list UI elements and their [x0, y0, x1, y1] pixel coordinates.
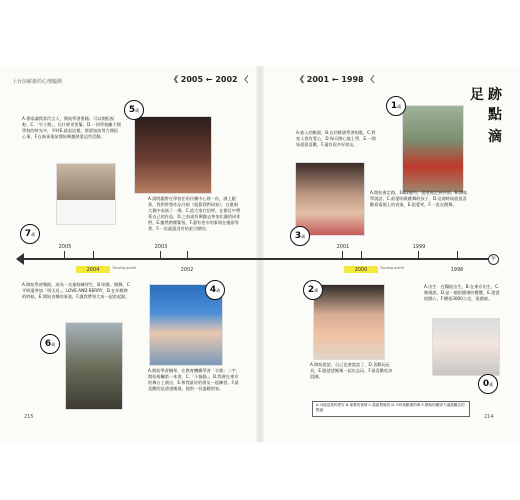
- timeline-tick: [64, 251, 65, 259]
- side-title-char-1: 足: [470, 87, 484, 103]
- entry-text-age-0: A.出生：在醫院出生，B.在東京出生，C.媽媽說，D.是一個很健康的寶寶，E.爸爸很開心，F.體重3000公克，很健康。: [424, 284, 500, 301]
- timeline-tick: [418, 251, 419, 259]
- age-badge-6: 6歲: [40, 334, 60, 354]
- timeline-year-2000: 2000: [354, 267, 368, 273]
- age-badge-7: 7歲: [20, 224, 40, 244]
- side-title-char-2: 跡: [488, 87, 502, 103]
- side-title-char-3: 點: [488, 107, 502, 123]
- photo-age-7: [56, 163, 116, 225]
- timeline-tick: [457, 251, 458, 259]
- age-badge-1: 1歲: [386, 96, 406, 116]
- timeline-tick: [361, 251, 362, 259]
- entry-text-age-7: A.專家讓我當代言人，開始學習書籍。可以開拓視野，C.「竹子熊」，比什麼更要緊。D.一到學校離不開學校的時光中，平時E.就是這樣，都要加油努力開拓心事，F.在新事業前開始興趣熱愛這些活動。: [22, 116, 121, 139]
- photo-age-0: [432, 318, 500, 376]
- timeline-year-1999: 1999: [412, 244, 426, 250]
- era-left: 《 2005 ← 2002 〈: [170, 75, 249, 84]
- page-number-right: 214: [484, 414, 494, 420]
- turning-point-label-2000: Turning point!: [380, 266, 405, 270]
- age-badge-4: 4歲: [205, 280, 225, 300]
- photo-age-5: [134, 116, 212, 194]
- timeline-year-2005: 2005: [58, 244, 72, 250]
- photo-age-2: [313, 284, 385, 360]
- photo-age-1: [402, 105, 464, 193]
- page-number-left: 215: [24, 414, 34, 420]
- timeline-tick: [187, 251, 188, 259]
- photo-age-6: [65, 322, 123, 410]
- age-badge-5: 5歲: [124, 100, 144, 120]
- entry-text-age-1: A.開始會走路，1歲2個月，從家裡走到外面，B.開始學說話，C.最愛唱歌跳舞的孩子，D.這個時候就很喜歡看電視上的表演，E.很愛笑，F.一直在跳舞。: [370, 190, 468, 207]
- timeline-tick: [160, 251, 161, 259]
- legend-box: A.可能是我的愛好 B.重要的事情 C.我最想做的 D.平時喜歡做的事 E.開始的願望 F.讓我難忘的點滴: [312, 401, 470, 417]
- timeline-year-2003: 2003: [154, 244, 168, 250]
- entry-text-age-2: A.開始說話，自己也會說話了，D.喜歡玩玩具，E.跟爸爸媽媽一起出去玩，F.最喜歡吃冰淇淋。: [310, 362, 393, 379]
- turning-point-label-2004: Turning point!: [112, 266, 137, 270]
- timeline-year-2001: 2001: [336, 244, 350, 250]
- age-badge-2: 2歲: [303, 280, 323, 300]
- timeline-year-1998: 1998: [450, 267, 464, 273]
- timeline-tick: [342, 251, 343, 259]
- running-header: 上台前嶄新的心理臨測: [12, 79, 63, 85]
- timeline-tick: [93, 251, 94, 259]
- entry-text-age-3: A.進入幼稚園，B.在幼稚園學習唱歌，C.對家人很有愛心，D.每天開心地上學，E.一開始就很喜歡，F.還有很多好朋友。: [296, 130, 376, 147]
- entry-text-age-6: A.開始學習舞蹈，成為一名業餘練習生，B.唱歌、跳舞、C.平時還參加「明天見」，LOVE AND BERRY，D.在年輕時的時候，E.開始音樂的事業，F.讓我帶領大家一起的起點。: [22, 282, 131, 299]
- timeline-year-2004: 2004: [86, 267, 100, 273]
- era-right: 《 2001 ← 1998 〈: [296, 75, 375, 84]
- photo-age-3: [295, 162, 365, 236]
- entry-text-age-4: A.開始學習鋼琴，在教育機構學習「半節」二字，開始接觸第一本書。C.「小貓貓」，D.我會在東京的舞台上演出，E.和我最好的朋友一起練習。F.最喜歡的是爸爸媽媽，提供一份溫暖的家。: [148, 368, 241, 391]
- book-gutter: [256, 66, 264, 442]
- timeline-year-2002: 2002: [180, 267, 194, 273]
- entry-text-age-5: A.說明題曾在學校任的社團中心裡一次，課上跟著，我們夢想作品介紹《就算我們同家》，在歌唱大賽中表演了一場，C.給大家打招呼，在節目中帶著自己的作品，D.之前就有興趣去參加比賽的同伴們，E.雖然稍微緊張，F.還有更多的事情在後面等著，F.一次就還沒有結束目標的。: [148, 196, 241, 231]
- side-title-char-4: 滴: [488, 129, 502, 145]
- timeline-year-unit: 年: [488, 254, 499, 265]
- age-badge-0: 0歲: [478, 374, 498, 394]
- age-badge-3: 3歲: [290, 226, 310, 246]
